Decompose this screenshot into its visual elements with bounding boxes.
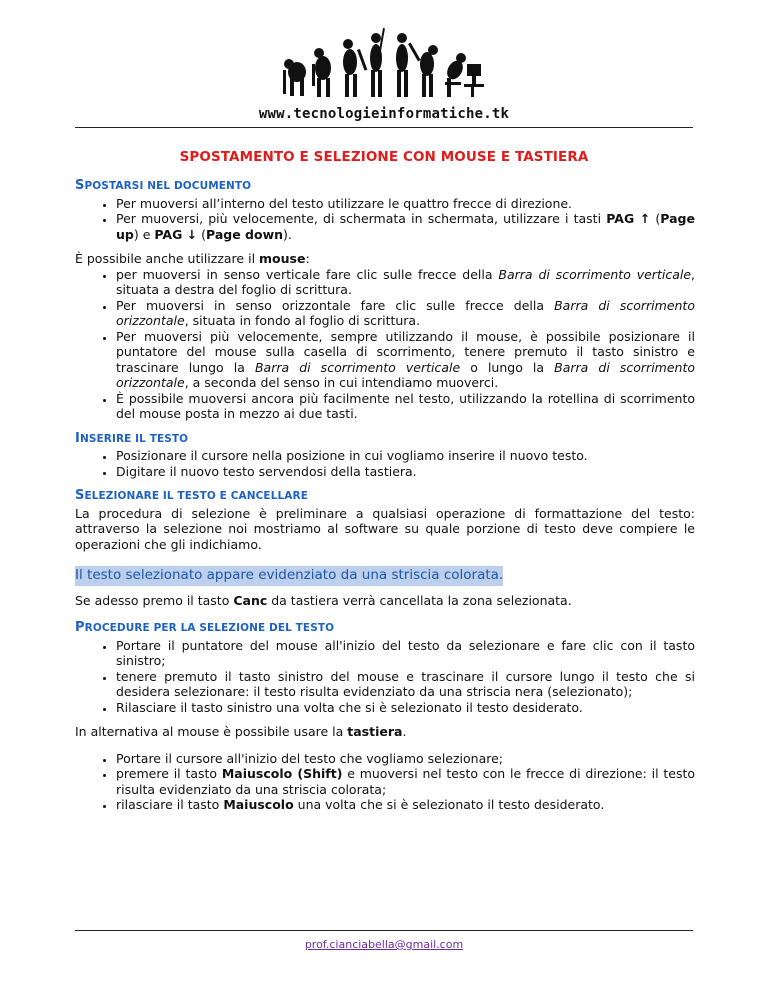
highlighted-text: Il testo selezionato appare evidenziato da una striscia colorata.	[75, 566, 503, 586]
select-paragraph: La procedura di selezione è preliminare a qualsiasi operazione di formattazione del testo: attraverso la selezione noi mostriamo al software su quale porzione di testo deve compiere le operazioni che gli indichiamo.	[75, 505, 695, 552]
section-heading-procedures: PROCEDURE PER LA SELEZIONE DEL TESTO	[75, 620, 335, 635]
list-item: • Per muoversi all’interno del testo utilizzare le quattro frecce di direzione.	[116, 196, 695, 212]
list-item: • Portare il puntatore del mouse all'inizio del testo da selezionare e fare clic con il tasto sinistro;	[116, 638, 695, 669]
email-link[interactable]: prof.cianciabella@gmail.com	[304, 938, 464, 951]
mouse-selection-list	[75, 638, 695, 716]
header-divider	[75, 127, 693, 128]
canc-paragraph: Se adesso premo il tasto Canc da tastiera verrà cancellata la zona selezionata.	[75, 592, 572, 608]
document-body	[75, 178, 695, 813]
page-title: SPOSTAMENTO E SELEZIONE CON MOUSE E TASTIERA	[179, 149, 589, 165]
list-item: • tenere premuto il tasto sinistro del mouse e trascinare il cursore lungo il testo che si desidera selezionare: il testo risulta evidenziato da una striscia nera (selezionato);	[116, 669, 695, 700]
section-heading-select: SELEZIONARE IL TESTO E CANCELLARE	[75, 488, 308, 503]
footer	[0, 938, 768, 951]
list-item: • rilasciare il tasto Maiuscolo una volta che si è selezionato il testo desiderato.	[116, 797, 695, 813]
section-heading-move	[75, 178, 695, 195]
move-mouse-list	[75, 267, 695, 422]
list-item: • È possibile muoversi ancora più facilmente nel testo, utilizzando la rotellina di scorrimento del mouse posta in mezzo ai due tasti.	[116, 391, 695, 422]
evolution-logo	[275, 20, 485, 100]
section-heading-insert: INSERIRE IL TESTO	[75, 430, 189, 446]
list-item: • Per muoversi in senso orizzontale fare clic sulle frecce della Barra di scorrimento orizzontale, situata in fondo al foglio di scrittura.	[116, 298, 695, 329]
list-item: • Portare il cursore all'inizio del testo che vogliamo selezionare;	[116, 751, 695, 767]
list-item: • Rilasciare il tasto sinistro una volta che si è selezionato il testo desiderato.	[116, 700, 695, 716]
move-keyboard-list	[75, 196, 695, 243]
list-item: • per muoversi in senso verticale fare clic sulle frecce della Barra di scorrimento verticale, situata a destra del foglio di scrittura.	[116, 267, 695, 298]
heading-cap: S	[75, 178, 85, 193]
keyboard-intro: In alternativa al mouse è possibile usare la tastiera.	[75, 724, 407, 739]
list-item: • Per muoversi più velocemente, sempre utilizzando il mouse, è possibile posizionare il puntatore del mouse sulla casella di scorrimento, tenere premuto il tasto sinistro e trascinare lungo la Barra di scorrimento verticale o lungo la Barra di scorrimento orizzontale, a seconda del senso in cui intendiamo muoverci.	[116, 329, 695, 391]
list-item: • Per muoversi, più velocemente, di schermata in schermata, utilizzare i tasti PAG ↑ (Page up) e PAG ↓ (Page down).	[116, 211, 695, 242]
insert-list	[75, 448, 695, 479]
list-item: • premere il tasto Maiuscolo (Shift) e muoversi nel testo con le frecce di direzione: il testo risulta evidenziato da una striscia colorata;	[116, 766, 695, 797]
mouse-intro: È possibile anche utilizzare il mouse:	[75, 251, 310, 266]
site-url: www.tecnologieinformatiche.tk	[258, 106, 510, 122]
keyboard-selection-list	[75, 751, 695, 813]
highlight-example	[75, 566, 695, 586]
footer-divider	[75, 930, 693, 931]
heading-rest: POSTARSI NEL DOCUMENTO	[84, 180, 252, 192]
list-item: • Posizionare il cursore nella posizione in cui vogliamo inserire il nuovo testo.	[116, 448, 695, 464]
list-item: • Digitare il nuovo testo servendosi della tastiera.	[116, 464, 695, 480]
